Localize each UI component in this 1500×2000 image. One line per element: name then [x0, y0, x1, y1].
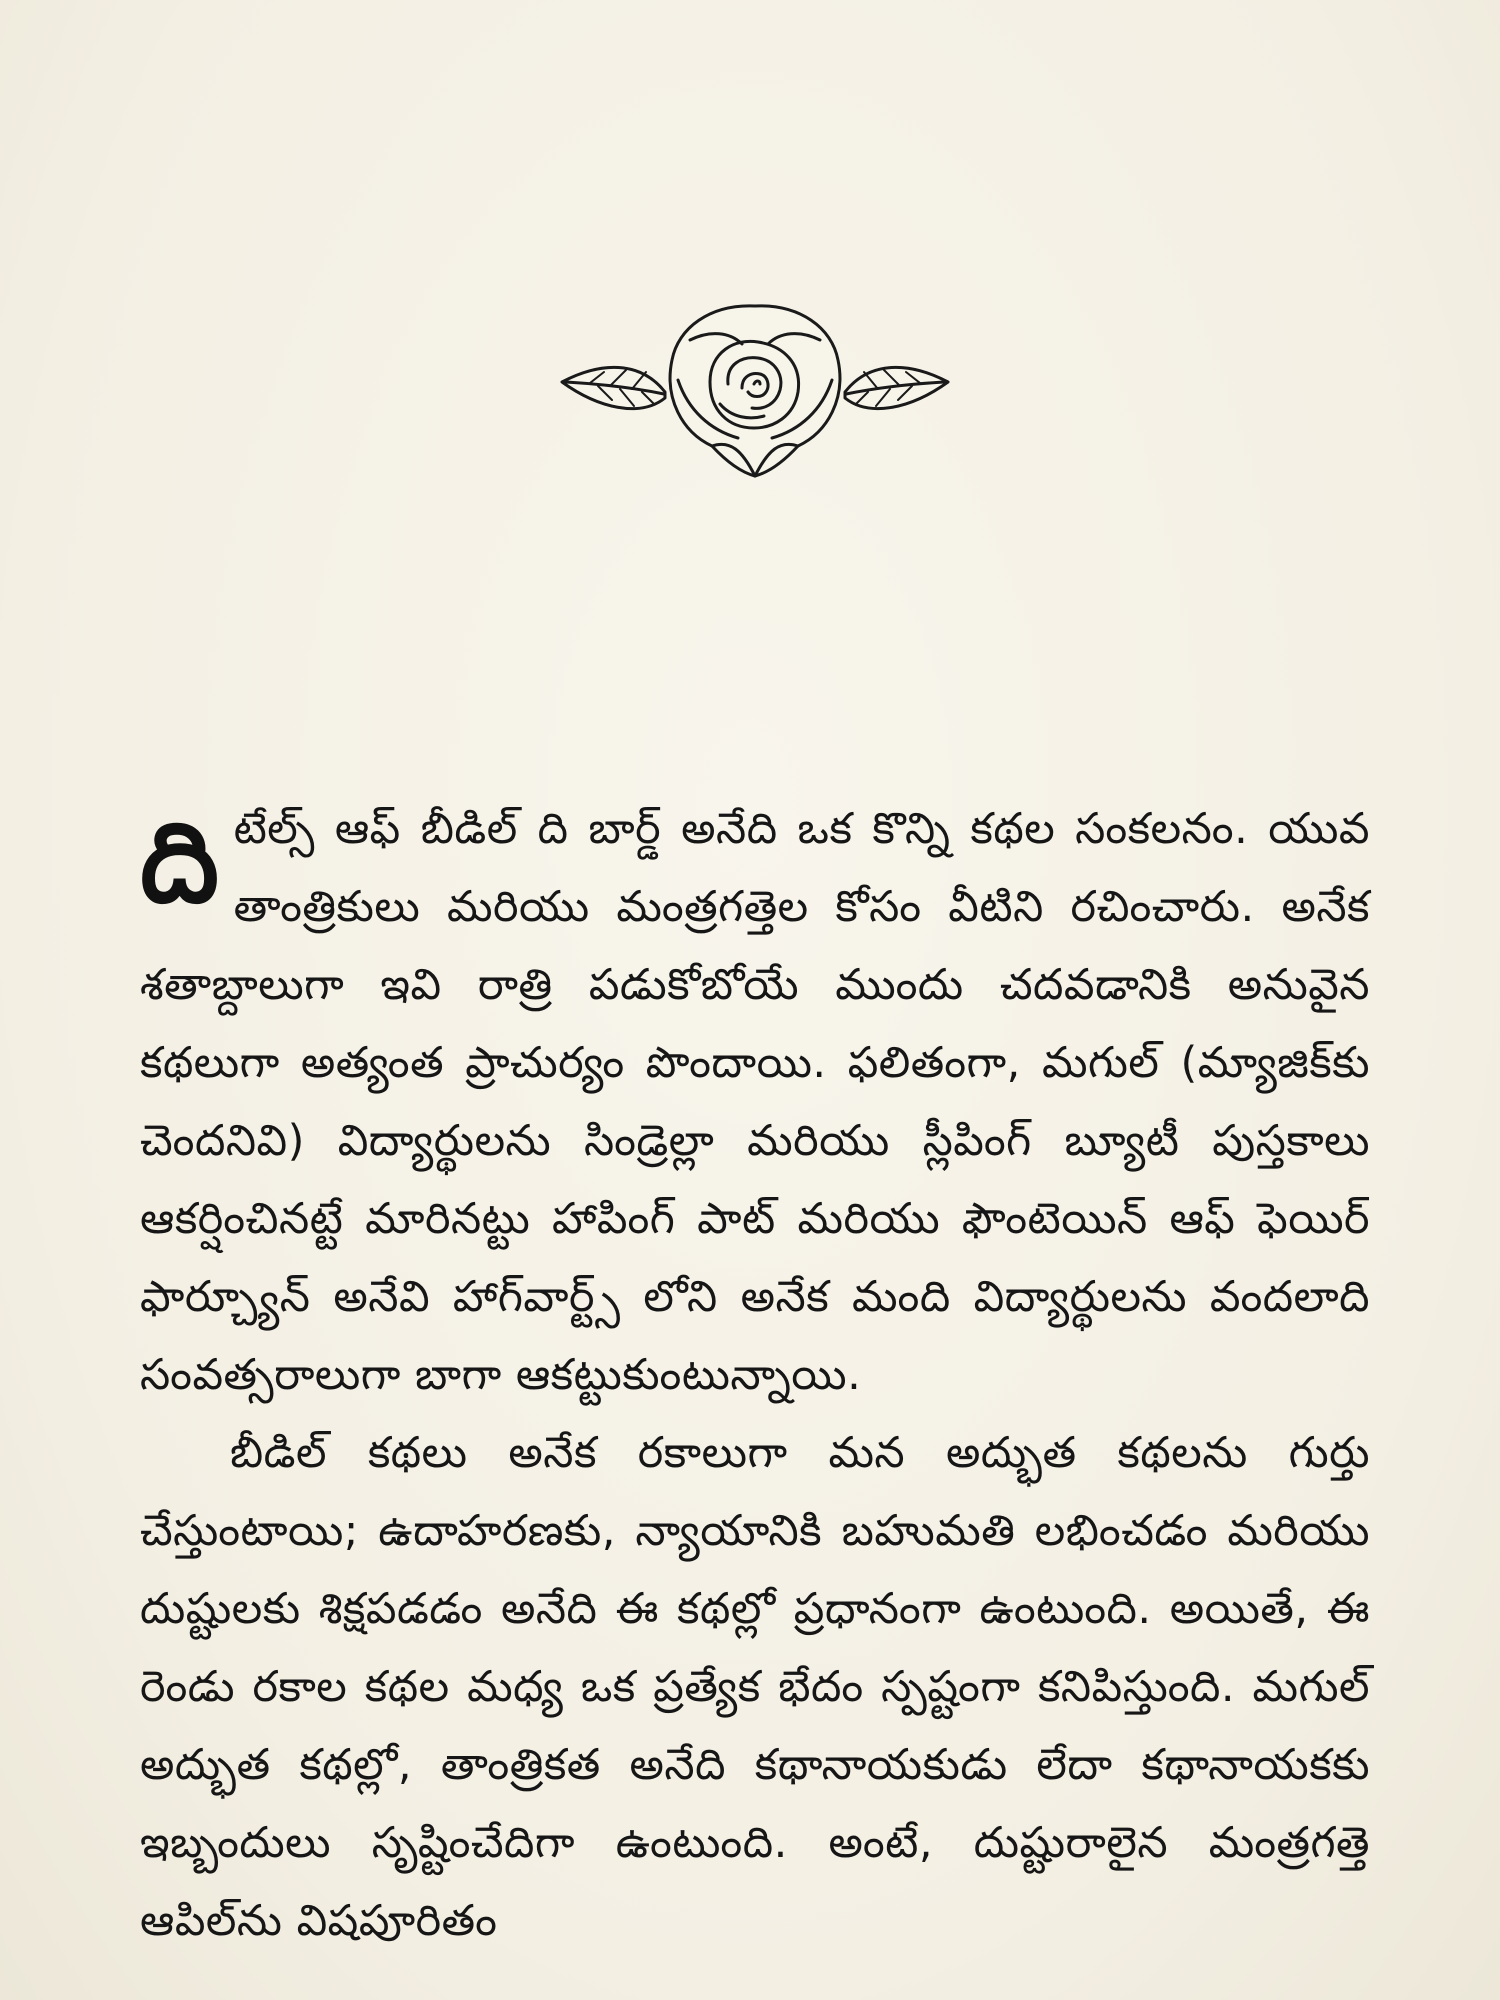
rose-ornament-icon: [560, 300, 950, 480]
body-text: [140, 790, 1370, 1960]
drop-cap: ది: [140, 798, 220, 928]
paragraph-1-text: టేల్స్ ఆఫ్ బీడిల్ ది బార్డ్ అనేది ఒక కొన్ని కథల సంకలనం. యువ తాంత్రికులు మరియు మంత్రగత్తెల కోసం వీటిని రచించారు. అనేక శతాబ్దాలుగా ఇవి రాత్రి పడుకోబోయే ముందు చదవడానికి అనువైన కథలుగా అత్యంత ప్రాచుర్యం పొందాయి. ఫలితంగా, మగుల్ (మ్యాజిక్‌కు చెందనివి) విద్యార్థులను సిండ్రెల్లా మరియు స్లీపింగ్ బ్యూటీ పుస్తకాలు ఆకర్షించినట్టే మారినట్టు హాపింగ్ పాట్ మరియు ఫౌంటెయిన్ ఆఫ్ ఫెయిర్ ఫార్చ్యూన్ అనేవి హాగ్‌వార్ట్స్ లోని అనేక మంది విద్యార్థులను వందలాది సంవత్సరాలుగా బాగా ఆకట్టుకుంటున్నాయి.: [140, 804, 1370, 1400]
paragraph-2-text: బీడిల్ కథలు అనేక రకాలుగా మన అద్భుత కథలను గుర్తు చేస్తుంటాయి; ఉదాహరణకు, న్యాయానికి బహుమతి లభించడం మరియు దుష్టులకు శిక్షపడడం అనేది ఈ కథల్లో ప్రధానంగా ఉంటుంది. అయితే, ఈ రెండు రకాల కథల మధ్య ఒక ప్రత్యేక భేదం స్పష్టంగా కనిపిస్తుంది. మగుల్ అద్భుత కథల్లో, తాంత్రికత అనేది కథానాయకుడు లేదా కథానాయకకు ఇబ్బందులు సృష్టించేదిగా ఉంటుంది. అంటే, దుష్టురాలైన మంత్రగత్తె ఆపిల్‌ను విషపూరితం: [140, 1428, 1370, 1946]
paragraph-1: [140, 790, 1370, 1414]
paragraph-2: [140, 1414, 1370, 1960]
